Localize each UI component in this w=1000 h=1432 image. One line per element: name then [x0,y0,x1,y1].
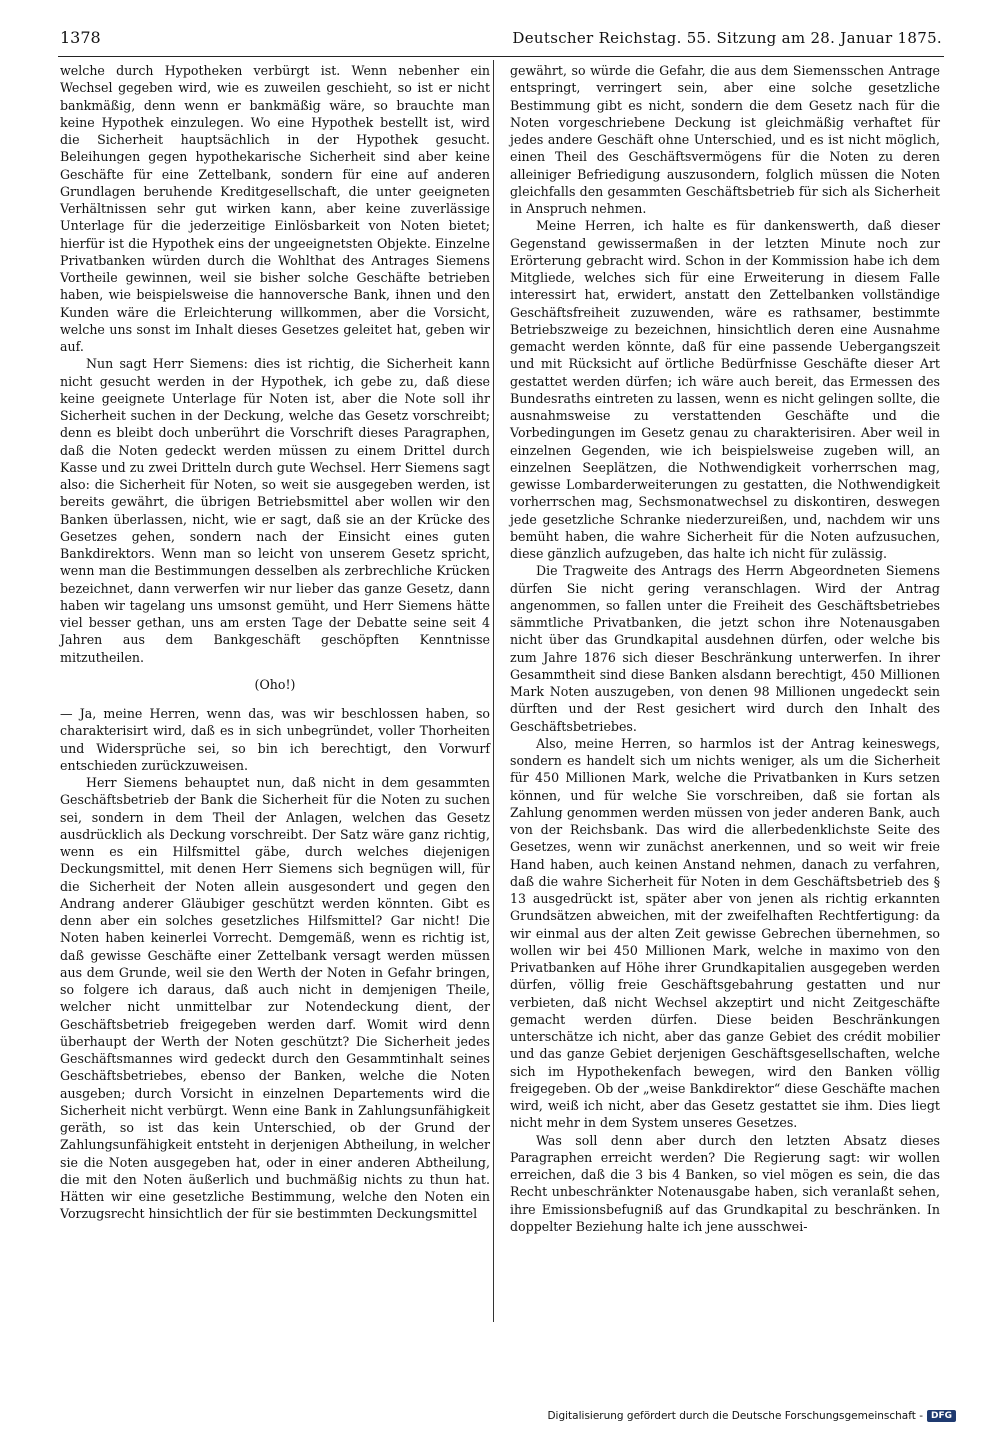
column-divider [493,60,494,1322]
paragraph: Die Tragweite des Antrags des Herrn Abgeordneten Siemens dürfen Sie nicht gering veranschlagen. Wird der Antrag angenommen, so fallen unter die Freiheit des Geschäftsbetriebes sämmtliche Privatbanken, die jetzt schon ihre Notenausgaben nicht über das Grundkapital ausdehnen dürfen, oder welche bis zum Jahre 1876 sich dieser Beschränkung unterwerfen. In ihrer Gesammtheit sind diese Banken alsdann berechtigt, 450 Millionen Mark Noten auszugeben, von denen 98 Millionen ungedeckt sein dürften und der Rest gesichert wird durch den Inhalt des Geschäftsbetriebes. [510,563,940,734]
paragraph: Also, meine Herren, so harmlos ist der Antrag keineswegs, sondern es handelt sich um nichts weniger, als um die Sicherheit für 450 Millionen Mark, welche die Privatbanken in Kurs setzen können, und für welche Sie vorschreiben, daß sie fortan als Zahlung genommen werden müssen von jeder anderen Bank, auch von der Reichsbank. Das wird die allerbedenklichste Seite des Gesetzes, wenn wir zunächst anerkennen, und so weit wir freie Hand haben, auch keinen Anstand nehmen, danach zu verfahren, daß die wahre Sicherheit für Noten in dem Geschäftsbetrieb des § 13 ausgedrückt ist, später aber von jenen als richtig erkannten Grundsätzen abweichen, mit der zweifelhaften Rechtfertigung: da wir einmal aus der alten Zeit gewisse Gebrechen übernehmen, so wollen wir bei 450 Millionen Mark, welche in maximo von den Privatbanken auf Höhe ihrer Grundkapitalien ausgegeben werden dürfen, völlig freie Geschäftsgebahrung gestatten und nur verbieten, daß nicht Wechsel akzeptirt und nicht Zeitgeschäfte gemacht werden dürfen. Diese beiden Beschränkungen unterschätze ich nicht, aber das ganze Gebiet des crédit mobilier und das ganze Gebiet derjenigen Geschäftsgesellschaften, welche sich im Hypothekenfach bewegen, wird den Banken völlig freigegeben. Ob der „weise Bankdirektor“ diese Geschäfte machen wird, weiß ich nicht, aber das Gesetz gestattet sie ihm. Dies liegt nicht mehr in dem System unseres Gesetzes. [510,735,940,1131]
page-title: Deutscher Reichstag. 55. Sitzung am 28. Januar 1875. [512,29,942,47]
credit-text: Digitalisierung gefördert durch die Deutsche Forschungsgemeinschaft - [547,1410,923,1422]
right-column [510,62,940,1235]
paragraph: Herr Siemens behauptet nun, daß nicht in dem gesammten Geschäftsbetrieb der Bank die Sicherheit für die Noten zu suchen sei, sondern in dem Theil der Anlagen, welchen das Gesetz ausdrücklich als Deckung vorschreibt. Der Satz wäre ganz richtig, wenn es ein Hilfsmittel gäbe, durch welches diejenigen Deckungsmittel, mit denen Herr Siemens sich begnügen will, für die Sicherheit der Noten allein ausgesondert und gegen den Andrang anderer Gläubiger geschützt werden könnten. Gibt es denn aber ein solches gesetzliches Hilfsmittel? Gar nicht! Die Noten haben keinerlei Vorrecht. Demgemäß, wenn es richtig ist, daß gewisse Geschäfte einer Zettelbank versagt werden müssen aus dem Grunde, weil sie den Werth der Noten in Gefahr bringen, so folgere ich daraus, daß auch nicht in demjenigen Theile, welcher nicht unmittelbar zur Notendeckung dient, der Geschäftsbetrieb freigegeben werden darf. Womit wird denn überhaupt der Werth der Noten geschützt? Die Sicherheit jedes Geschäftsmannes wird gedeckt durch den Gesammtinhalt seines Geschäftsbetriebes, ebenso der Banken, welche die Noten ausgeben; durch Vorsicht in einzelnen Departements wird die Sicherheit nicht verbürgt. Wenn eine Bank in Zahlungsunfähigkeit geräth, so ist das kein Unterschied, ob der Grund der Zahlungsunfähigkeit entsteht in derjenigen Abtheilung, in welcher sie die Noten ausgegeben hat, oder in einer anderen Abtheilung, die mit den Noten äußerlich und buchmäßig nichts zu thun hat. Hätten wir eine gesetzliche Bestimmung, welche den Noten ein Vorzugsrecht hinsichtlich der für sie bestimmten Deckungsmittel [60,775,490,1222]
interjection: (Oho!) [254,676,296,692]
page-header [60,28,942,54]
paragraph: — Ja, meine Herren, wenn das, was wir beschlossen haben, so charakterisirt wird, daß es in sich unbegründet, voller Thorheiten und Widersprüche sei, so bin ich berechtigt, den Vorwurf entschieden zurückzuweisen. [60,706,490,773]
dfg-logo: DFG [927,1410,956,1422]
left-column [60,62,490,1223]
header-rule [58,56,944,57]
paragraph: Meine Herren, ich halte es für dankenswerth, daß dieser Gegenstand gewissermaßen in der letzten Minute noch zur Erörterung gebracht wird. Schon in der Kommission habe ich dem Mitgliede, welches sich für eine Erweiterung in diesem Falle interessirt hat, erwidert, anstatt den Zettelbanken vollständige Geschäftsfreiheit zuzuwenden, wäre es rathsamer, bestimmte Betriebszweige zu bezeichnen, hinsichtlich deren eine Ausnahme gemacht werden könnte, daß für eine passende Uebergangszeit und mit Rücksicht auf örtliche Bedürfnisse Geschäfte dieser Art gestattet werden dürfen; ich wäre auch bereit, das Ermessen des Bundesraths eintreten zu lassen, wenn es nicht gelingen sollte, die ausnahmsweise zu verstattenden Geschäfte und die Vorbedingungen im Gesetz genau zu charakterisiren. Aber weil in einzelnen Gegenden, wie ich beispielsweise zugeben will, an einzelnen Seeplätzen, die Nothwendigkeit vorherrschen mag, gewisse Lombarderweiterungen zu gestatten, die Nothwendigkeit vorherrschen mag, Sechsmonatwechsel zu diskontiren, deswegen jede gesetzliche Schranke niederzureißen, und, nachdem wir uns bemüht haben, die wahre Sicherheit für die Noten aufzusuchen, diese gänzlich aufzugeben, das halte ich nicht für zulässig. [510,218,940,561]
page-number: 1378 [60,28,101,47]
digitization-credit [547,1410,956,1422]
paragraph: Was soll denn aber durch den letzten Absatz dieses Paragraphen erreicht werden? Die Regierung sagt: wir wollen erreichen, daß die 3 bis 4 Banken, so viel mögen es sein, die das Recht unbeschränkter Notenausgabe haben, sich veranlaßt sehen, ihre Emissionsbefugniß auf das Grundkapital zu beschränken. In doppelter Beziehung halte ich jene ausschwei- [510,1132,940,1234]
paragraph: Nun sagt Herr Siemens: dies ist richtig, die Sicherheit kann nicht gesucht werden in der Hypothek, ich gebe zu, daß diese keine geeignete Unterlage für Noten ist, aber die Note soll ihr Sicherheit suchen in der Deckung, welche das Gesetz vorschreibt; denn es bleibt doch unberührt die Vorschrift dieses Paragraphen, daß die Noten gedeckt werden müssen zu einem Drittel durch Kasse und zu zwei Dritteln durch gute Wechsel. Herr Siemens sagt also: die Sicherheit für Noten, so weit sie ausgegeben werden, ist bereits gewährt, die übrigen Betriebsmittel aber wollen wir den Banken überlassen, nicht, wie er sagt, daß sie an der Krücke des Gesetzes gehen, sondern nach der Einsicht eines guten Bankdirektors. Wenn man so leicht von unserem Gesetz spricht, wenn man die Bestimmungen desselben als zerbrechliche Krücken bezeichnet, dann verwerfen wir nur lieber das ganze Gesetz, dann haben wir tagelang uns umsonst gemüht, und Herr Siemens hätte viel besser gethan, uns am ersten Tage der Debatte seine seit 4 Jahren aus dem Bankgeschäft geschöpften Kenntnisse mitzutheilen. [60,356,490,665]
paragraph: welche durch Hypotheken verbürgt ist. Wenn nebenher ein Wechsel gegeben wird, wie es zuweilen geschieht, so ist er nicht bankmäßig, denn wenn er bankmäßig wäre, so brauchte man keine Hypothek einzulegen. Wo eine Hypothek bestellt ist, wird die Sicherheit hauptsächlich in der Hypothek gesucht. Beleihungen gegen hypothekarische Sicherheit sind aber keine Geschäfte für eine Zettelbank, sondern für eine auf anderen Grundlagen beruhende Kreditgesellschaft, die unter geeigneten Verhältnissen sehr gut wirken kann, aber keine zuverlässige Unterlage für die jederzeitige Einlösbarkeit von Noten bietet; hierfür ist die Hypothek eins der ungeeignetsten Objekte. Einzelne Privatbanken würden durch die Wohlthat des Antrages Siemens Vortheile gewinnen, weil sie bisher solche Geschäfte betrieben haben, wie beispielsweise die hannoversche Bank, ihnen und den Kunden wäre die Erleichterung willkommen, aber die Vorsicht, welche uns sonst im Inhalt dieses Gesetzes geleitet hat, geben wir auf. [60,63,490,354]
paragraph: gewährt, so würde die Gefahr, die aus dem Siemensschen Antrage entspringt, verringert sein, aber eine solche gesetzliche Bestimmung gibt es nicht, sondern die dem Gesetz nach für die Noten vorgeschriebene Deckung ist gleichmäßig verhaftet für jedes andere Geschäft ohne Unterschied, und es ist nicht möglich, einen Theil des Geschäftsvermögens für die Noten zu deren alleiniger Befriedigung auszusondern, folglich müssen die Noten gleichfalls den gesammten Geschäftsbetrieb für sich als Sicherheit in Anspruch nehmen. [510,63,940,216]
